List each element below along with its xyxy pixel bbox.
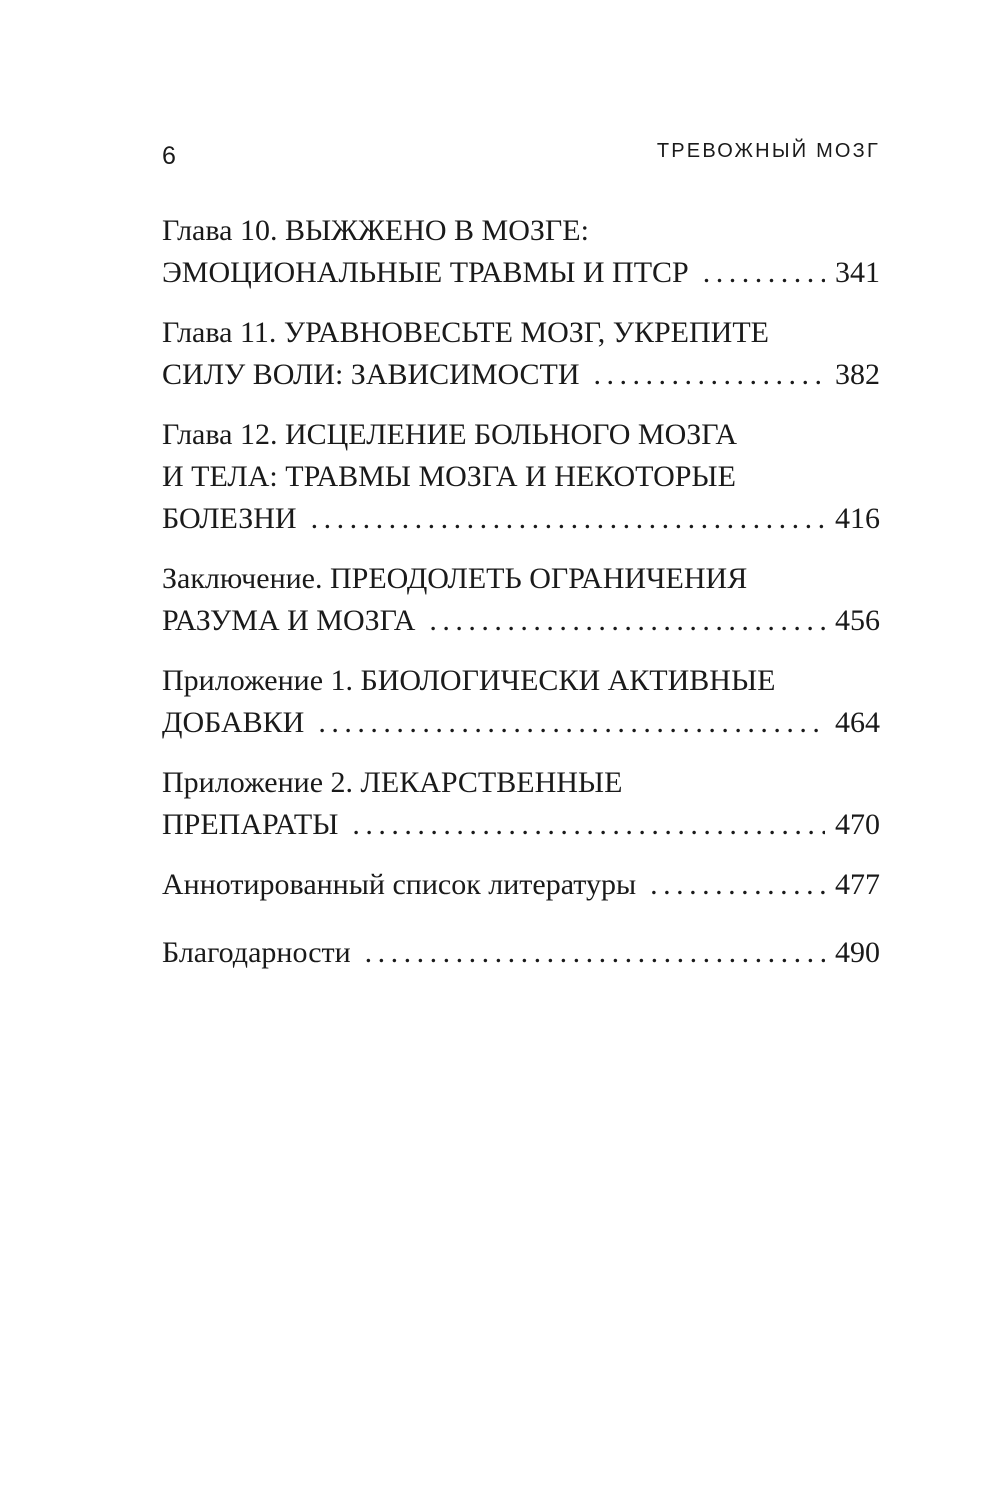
running-head [162, 138, 880, 170]
toc-entry-title-line: Приложение 1. БИОЛОГИЧЕСКИ АКТИВНЫЕ [162, 664, 776, 697]
toc-entry-title-line: Заключение. ПРЕОДОЛЕТЬ ОГРАНИЧЕНИЯ [162, 562, 748, 595]
toc-entry-title-line: ДОБАВКИ [162, 706, 305, 739]
toc-entry-title-line: РАЗУМА И МОЗГА [162, 604, 416, 637]
toc-entry-chapter-12[interactable] [162, 414, 880, 540]
toc-entry-title-line: ПРЕПАРАТЫ [162, 808, 339, 841]
dot-leader [703, 252, 825, 294]
toc-entry-title-line: Глава 10. ВЫЖЖЕНО В МОЗГЕ: [162, 214, 589, 247]
toc-entry-bibliography[interactable] [162, 864, 880, 906]
book-title: ТРЕВОЖНЫЙ МОЗГ [656, 140, 880, 162]
dot-leader [650, 864, 825, 906]
toc-page-number: 456 [835, 604, 880, 637]
toc-entry-conclusion[interactable] [162, 558, 880, 642]
toc-entry-title-line: ЭМОЦИОНАЛЬНЫЕ ТРАВМЫ И ПТСР [162, 256, 689, 289]
toc-entry-title-line: Приложение 2. ЛЕКАРСТВЕННЫЕ [162, 766, 623, 799]
dot-leader [318, 702, 825, 744]
dot-leader [352, 804, 825, 846]
toc-entry-acknowledgements[interactable] [162, 932, 880, 974]
toc-entry-title-line: БОЛЕЗНИ [162, 502, 297, 535]
toc-entry-title-line: СИЛУ ВОЛИ: ЗАВИСИМОСТИ [162, 358, 580, 391]
toc-entry-title-line: Аннотированный список литературы [162, 868, 637, 901]
toc-page-number: 477 [835, 868, 880, 901]
dot-leader [429, 600, 825, 642]
toc-page-number: 341 [835, 256, 880, 289]
toc-entry-chapter-11[interactable] [162, 312, 880, 396]
toc-entry-title-line: Глава 12. ИСЦЕЛЕНИЕ БОЛЬНОГО МОЗГА [162, 418, 738, 451]
toc-page-number: 382 [835, 358, 880, 391]
toc-entry-appendix-2[interactable] [162, 762, 880, 846]
dot-leader [365, 932, 825, 974]
table-of-contents [162, 210, 880, 1000]
toc-page-number: 464 [835, 706, 880, 739]
toc-page-number: 416 [835, 502, 880, 535]
page-number: 6 [162, 142, 176, 170]
toc-entry-title-line: Благодарности [162, 936, 351, 969]
toc-entry-title-line: И ТЕЛА: ТРАВМЫ МОЗГА И НЕКОТОРЫЕ [162, 460, 736, 493]
toc-entry-chapter-10[interactable] [162, 210, 880, 294]
toc-entry-title-line: Глава 11. УРАВНОВЕСЬТЕ МОЗГ, УКРЕПИТЕ [162, 316, 769, 349]
dot-leader [594, 354, 825, 396]
toc-page-number: 470 [835, 808, 880, 841]
toc-entry-appendix-1[interactable] [162, 660, 880, 744]
dot-leader [311, 498, 825, 540]
toc-page-number: 490 [835, 936, 880, 969]
